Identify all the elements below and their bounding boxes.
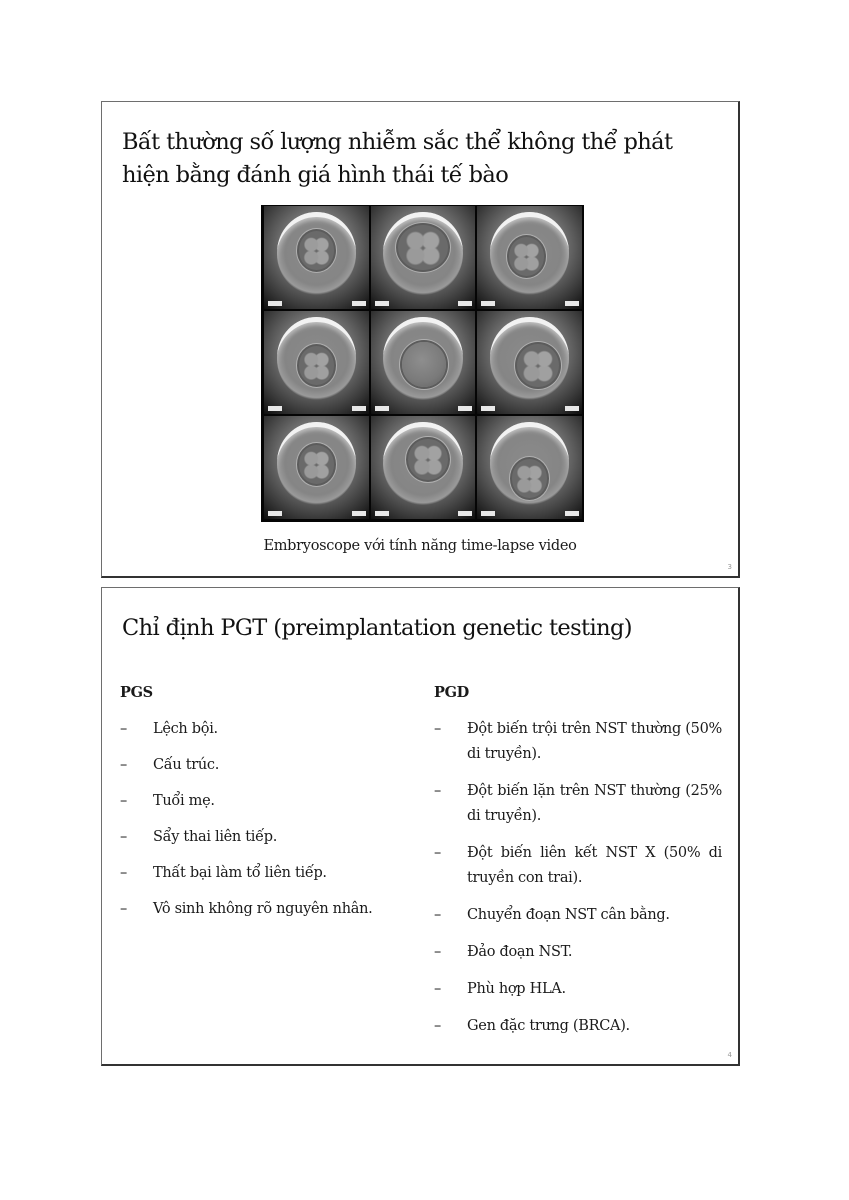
embryo-well [264, 311, 369, 414]
embryo-well [371, 206, 476, 309]
list-item-text: Đột biến liên kết NST X (50% di truyền con trai). [467, 845, 722, 886]
list-item-text: Tuổi mẹ. [153, 793, 215, 809]
dash-bullet-icon: – [120, 757, 127, 773]
figure-caption: Embryoscope với tính năng time-lapse video [263, 538, 577, 554]
dash-bullet-icon: – [434, 1018, 441, 1034]
list-item [120, 717, 405, 742]
list-item [120, 897, 405, 922]
list-item [434, 1014, 722, 1039]
embryo-well [477, 206, 582, 309]
list-item-text: Vô sinh không rõ nguyên nhân. [153, 901, 373, 917]
list-item [120, 789, 405, 814]
dash-bullet-icon: – [434, 944, 441, 960]
embryo-well [477, 416, 582, 519]
embryo-well [371, 311, 476, 414]
dash-bullet-icon: – [120, 829, 127, 845]
list-item [434, 903, 722, 928]
embryo-timelapse-image [261, 205, 584, 522]
embryo-well [477, 311, 582, 414]
embryo-well [264, 206, 369, 309]
list-item [120, 825, 405, 850]
list-item [120, 753, 405, 778]
list-item-text: Đột biến lặn trên NST thường (25% di truyền). [467, 783, 722, 824]
pgd-list [434, 717, 722, 1051]
dash-bullet-icon: – [434, 907, 441, 923]
dash-bullet-icon: – [434, 845, 441, 861]
slide-number: 4 [727, 1051, 732, 1059]
slide-4 [101, 587, 740, 1066]
pgs-heading: PGS [120, 684, 153, 701]
dash-bullet-icon: – [120, 721, 127, 737]
list-item [434, 977, 722, 1002]
list-item-text: Chuyển đoạn NST cân bằng. [467, 907, 670, 923]
dash-bullet-icon: – [120, 793, 127, 809]
list-item-text: Đột biến trội trên NST thường (50% di truyền). [467, 721, 722, 762]
dash-bullet-icon: – [434, 981, 441, 997]
pgd-heading: PGD [434, 684, 469, 701]
list-item-text: Phù hợp HLA. [467, 981, 566, 997]
list-item [434, 779, 722, 829]
dash-bullet-icon: – [120, 901, 127, 917]
dash-bullet-icon: – [120, 865, 127, 881]
list-item [120, 861, 405, 886]
slide-number: 3 [727, 563, 732, 571]
list-item-text: Đảo đoạn NST. [467, 944, 573, 960]
pgs-list [120, 717, 405, 933]
slide-title: Chỉ định PGT (preimplantation genetic testing) [122, 615, 632, 641]
list-item-text: Gen đặc trưng (BRCA). [467, 1018, 630, 1034]
list-item [434, 717, 722, 767]
slide-3 [101, 101, 740, 578]
list-item [434, 841, 722, 891]
slide-title: Bất thường số lượng nhiễm sắc thể không thể phát hiện bằng đánh giá hình thái tế bào [122, 129, 673, 188]
embryo-well [264, 416, 369, 519]
dash-bullet-icon: – [434, 721, 441, 737]
embryo-well [371, 416, 476, 519]
list-item-text: Lệch bội. [153, 721, 218, 737]
dash-bullet-icon: – [434, 783, 441, 799]
list-item-text: Thất bại làm tổ liên tiếp. [153, 865, 327, 881]
list-item-text: Cấu trúc. [153, 757, 220, 773]
list-item-text: Sẩy thai liên tiếp. [153, 829, 278, 845]
list-item [434, 940, 722, 965]
